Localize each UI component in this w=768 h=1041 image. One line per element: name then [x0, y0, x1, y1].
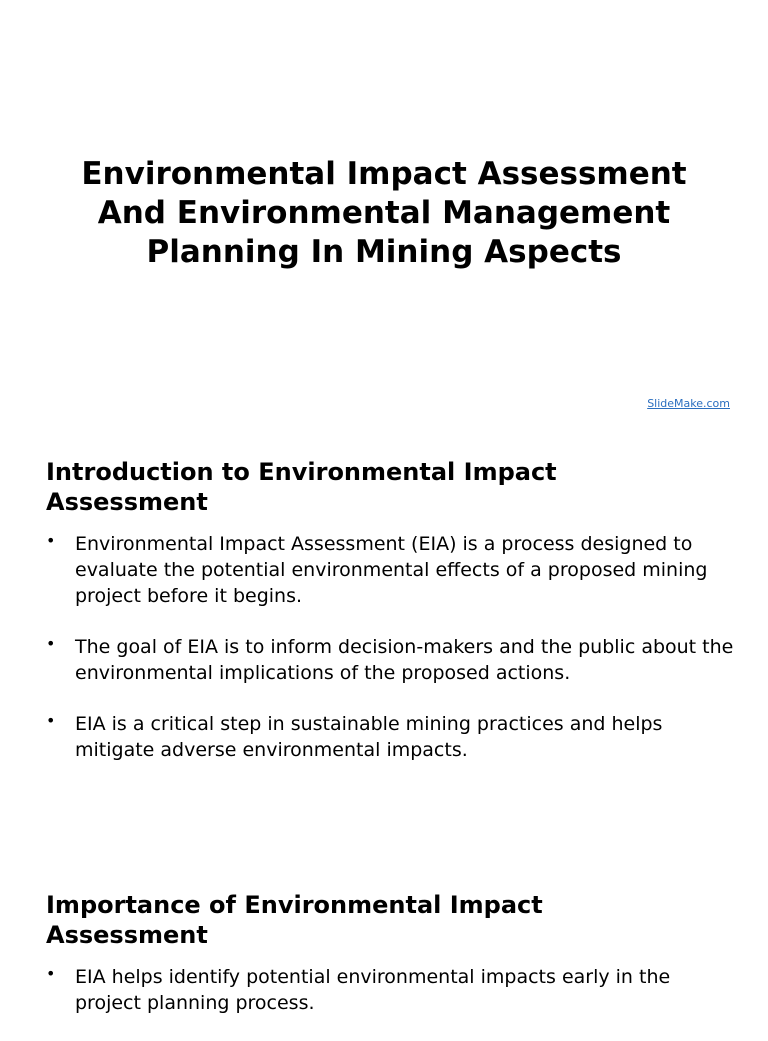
list-item [46, 634, 736, 686]
title-line-2: And Environmental Management [97, 195, 671, 231]
heading-line-2: Assessment [46, 921, 208, 949]
slidemake-link[interactable]: SlideMake.com [647, 397, 730, 410]
list-item [46, 964, 736, 1016]
section-introduction [46, 457, 736, 788]
bullet-icon: • [46, 711, 56, 730]
heading-line-1: Importance of Environmental Impact [46, 891, 543, 919]
title-line-1: Environmental Impact Assessment [81, 156, 687, 192]
heading-line-1: Introduction to Environmental Impact [46, 458, 557, 486]
document-title [40, 155, 728, 272]
bullet-text: Environmental Impact Assessment (EIA) is a process designed to evaluate the potential environmental effects of a proposed mining project before it begins. [75, 533, 708, 607]
bullet-text: The goal of EIA is to inform decision-makers and the public about the environmental implications of the proposed actions. [75, 636, 734, 684]
section-heading [46, 890, 736, 950]
list-item [46, 531, 736, 609]
section-heading [46, 457, 736, 517]
bullet-list [46, 531, 736, 763]
list-item [46, 711, 736, 763]
section-importance [46, 890, 736, 1041]
bullet-icon: • [46, 531, 56, 550]
title-line-3: Planning In Mining Aspects [146, 234, 622, 270]
bullet-text: EIA helps identify potential environmental impacts early in the project planning process. [75, 966, 671, 1014]
bullet-icon: • [46, 964, 56, 983]
bullet-icon: • [46, 634, 56, 653]
bullet-list [46, 964, 736, 1016]
bullet-text: EIA is a critical step in sustainable mining practices and helps mitigate adverse environmental impacts. [75, 713, 663, 761]
heading-line-2: Assessment [46, 488, 208, 516]
